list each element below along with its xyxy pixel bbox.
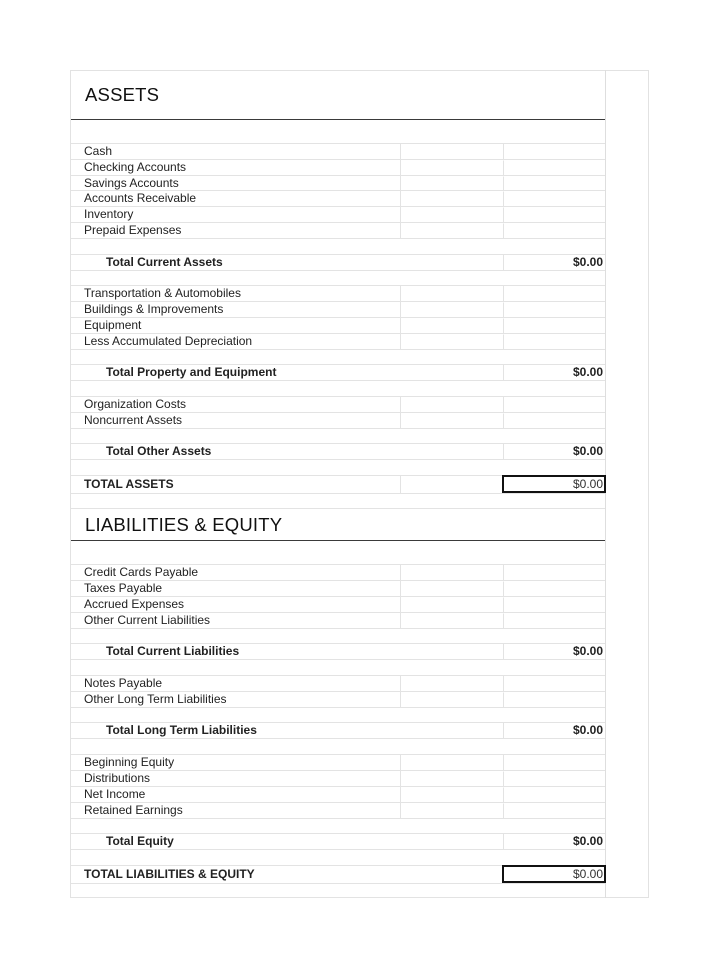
subtotal-cell bbox=[503, 207, 605, 222]
amount-cell[interactable] bbox=[400, 302, 503, 317]
row-label: Notes Payable bbox=[84, 676, 163, 690]
amount-cell[interactable] bbox=[400, 676, 503, 691]
asset-row-savings[interactable] bbox=[71, 175, 605, 191]
grand-total-label: TOTAL ASSETS bbox=[84, 477, 174, 491]
total-value: $0.00 bbox=[572, 444, 603, 458]
row-label: Other Long Term Liabilities bbox=[84, 692, 227, 706]
assets-title: ASSETS bbox=[85, 84, 160, 105]
amount-cell[interactable] bbox=[400, 223, 503, 238]
liability-row-other-long-term[interactable] bbox=[71, 691, 605, 707]
row-label: Distributions bbox=[84, 771, 151, 785]
subtotal-cell bbox=[503, 692, 605, 707]
asset-row-transportation[interactable] bbox=[71, 285, 605, 301]
total-current-liabilities-row bbox=[71, 643, 605, 659]
row-label: Equipment bbox=[84, 318, 142, 332]
total-label: Total Long Term Liabilities bbox=[106, 723, 257, 737]
subtotal-cell bbox=[503, 771, 605, 786]
total-value: $0.00 bbox=[572, 644, 603, 658]
row-label: Other Current Liabilities bbox=[84, 613, 211, 627]
asset-row-noncurrent[interactable] bbox=[71, 412, 605, 428]
total-label: Total Equity bbox=[106, 834, 174, 848]
blank-row bbox=[71, 238, 605, 254]
asset-row-prepaid[interactable] bbox=[71, 222, 605, 238]
subtotal-cell bbox=[503, 191, 605, 206]
subtotal-cell bbox=[503, 223, 605, 238]
asset-row-checking[interactable] bbox=[71, 159, 605, 175]
row-label: Checking Accounts bbox=[84, 160, 187, 174]
amount-cell[interactable] bbox=[400, 144, 503, 159]
blank-row bbox=[71, 493, 605, 508]
subtotal-cell bbox=[503, 176, 605, 191]
total-current-assets-row bbox=[71, 254, 605, 270]
total-other-assets-row bbox=[71, 443, 605, 459]
total-label: Total Current Assets bbox=[106, 255, 223, 269]
subtotal-cell bbox=[503, 565, 605, 580]
liability-row-notes[interactable] bbox=[71, 675, 605, 691]
equity-row-beginning[interactable] bbox=[71, 754, 605, 770]
asset-row-receivable[interactable] bbox=[71, 190, 605, 206]
asset-row-depreciation[interactable] bbox=[71, 333, 605, 349]
row-label: Accounts Receivable bbox=[84, 191, 197, 205]
amount-cell[interactable] bbox=[400, 565, 503, 580]
blank-row bbox=[71, 380, 605, 396]
row-label: Inventory bbox=[84, 207, 134, 221]
liability-row-other-current[interactable] bbox=[71, 612, 605, 628]
row-label: Buildings & Improvements bbox=[84, 302, 224, 316]
total-value: $0.00 bbox=[572, 723, 603, 737]
total-assets-cell[interactable] bbox=[502, 475, 606, 493]
subtotal-cell bbox=[503, 334, 605, 349]
total-value: $0.00 bbox=[572, 834, 603, 848]
subtotal-cell bbox=[503, 755, 605, 770]
row-label: Beginning Equity bbox=[84, 755, 175, 769]
total-cell bbox=[503, 444, 605, 459]
row-label: Taxes Payable bbox=[84, 581, 163, 595]
total-cell bbox=[503, 723, 605, 738]
asset-row-buildings[interactable] bbox=[71, 301, 605, 317]
total-long-term-liabilities-row bbox=[71, 722, 605, 738]
grand-total-label: TOTAL LIABILITIES & EQUITY bbox=[84, 867, 255, 881]
equity-row-net-income[interactable] bbox=[71, 786, 605, 802]
subtotal-cell bbox=[503, 613, 605, 628]
blank-row bbox=[71, 459, 605, 475]
total-property-row bbox=[71, 364, 605, 380]
subtotal-cell bbox=[503, 413, 605, 428]
amount-cell[interactable] bbox=[400, 286, 503, 301]
row-label: Credit Cards Payable bbox=[84, 565, 199, 579]
amount-cell[interactable] bbox=[400, 581, 503, 596]
amount-cell[interactable] bbox=[400, 176, 503, 191]
row-label: Savings Accounts bbox=[84, 176, 179, 190]
total-cell bbox=[503, 834, 605, 849]
amount-cell bbox=[400, 476, 503, 493]
subtotal-cell bbox=[503, 302, 605, 317]
total-liabilities-equity-cell[interactable] bbox=[502, 865, 606, 883]
liabilities-title: LIABILITIES & EQUITY bbox=[85, 514, 283, 535]
total-equity-row bbox=[71, 833, 605, 849]
total-label: Total Other Assets bbox=[106, 444, 212, 458]
row-label: Retained Earnings bbox=[84, 803, 183, 817]
amount-cell[interactable] bbox=[400, 755, 503, 770]
blank-row bbox=[71, 849, 605, 865]
asset-row-organization-costs[interactable] bbox=[71, 396, 605, 412]
blank-row bbox=[71, 659, 605, 675]
total-assets-row bbox=[71, 475, 605, 493]
blank-row bbox=[71, 120, 605, 143]
blank-row bbox=[71, 818, 605, 833]
blank-row bbox=[71, 349, 605, 364]
amount-cell[interactable] bbox=[400, 160, 503, 175]
amount-cell[interactable] bbox=[400, 771, 503, 786]
liability-row-taxes[interactable] bbox=[71, 580, 605, 596]
subtotal-cell bbox=[503, 286, 605, 301]
grand-total-value: $0.00 bbox=[572, 477, 603, 491]
total-value: $0.00 bbox=[572, 255, 603, 269]
amount-cell[interactable] bbox=[400, 191, 503, 206]
row-label: Accrued Expenses bbox=[84, 597, 185, 611]
amount-cell[interactable] bbox=[400, 397, 503, 412]
amount-cell[interactable] bbox=[400, 334, 503, 349]
subtotal-cell bbox=[503, 803, 605, 818]
blank-row bbox=[71, 270, 605, 285]
row-label: Net Income bbox=[84, 787, 146, 801]
asset-row-cash[interactable] bbox=[71, 143, 605, 159]
amount-cell[interactable] bbox=[400, 692, 503, 707]
total-value: $0.00 bbox=[572, 365, 603, 379]
amount-cell[interactable] bbox=[400, 613, 503, 628]
subtotal-cell bbox=[503, 397, 605, 412]
subtotal-cell bbox=[503, 144, 605, 159]
blank-row bbox=[71, 707, 605, 722]
blank-row bbox=[71, 541, 605, 564]
blank-row bbox=[71, 628, 605, 643]
asset-row-equipment[interactable] bbox=[71, 317, 605, 333]
total-label: Total Current Liabilities bbox=[106, 644, 240, 658]
amount-cell[interactable] bbox=[400, 787, 503, 802]
grand-total-value: $0.00 bbox=[572, 867, 603, 881]
subtotal-cell bbox=[503, 581, 605, 596]
total-cell bbox=[503, 644, 605, 659]
amount-cell[interactable] bbox=[400, 207, 503, 222]
row-label: Noncurrent Assets bbox=[84, 413, 183, 427]
row-label: Organization Costs bbox=[84, 397, 187, 411]
total-cell bbox=[503, 255, 605, 270]
equity-row-distributions[interactable] bbox=[71, 770, 605, 786]
subtotal-cell bbox=[503, 597, 605, 612]
liabilities-heading bbox=[71, 508, 605, 541]
row-label: Cash bbox=[84, 144, 113, 158]
blank-row bbox=[71, 428, 605, 443]
total-cell bbox=[503, 365, 605, 380]
subtotal-cell bbox=[503, 318, 605, 333]
subtotal-cell bbox=[503, 160, 605, 175]
equity-row-retained[interactable] bbox=[71, 802, 605, 818]
assets-heading bbox=[71, 70, 605, 120]
total-label: Total Property and Equipment bbox=[106, 365, 277, 379]
subtotal-cell bbox=[503, 787, 605, 802]
amount-cell[interactable] bbox=[400, 597, 503, 612]
amount-cell[interactable] bbox=[400, 413, 503, 428]
blank-row bbox=[71, 883, 605, 898]
amount-cell[interactable] bbox=[400, 803, 503, 818]
total-liabilities-equity-row bbox=[71, 865, 605, 883]
asset-row-inventory[interactable] bbox=[71, 206, 605, 222]
row-label: Transportation & Automobiles bbox=[84, 286, 241, 300]
row-label: Prepaid Expenses bbox=[84, 223, 182, 237]
row-label: Less Accumulated Depreciation bbox=[84, 334, 253, 348]
amount-cell[interactable] bbox=[400, 318, 503, 333]
blank-row bbox=[71, 738, 605, 754]
liability-row-accrued[interactable] bbox=[71, 596, 605, 612]
liability-row-credit-cards[interactable] bbox=[71, 564, 605, 580]
subtotal-cell bbox=[503, 676, 605, 691]
